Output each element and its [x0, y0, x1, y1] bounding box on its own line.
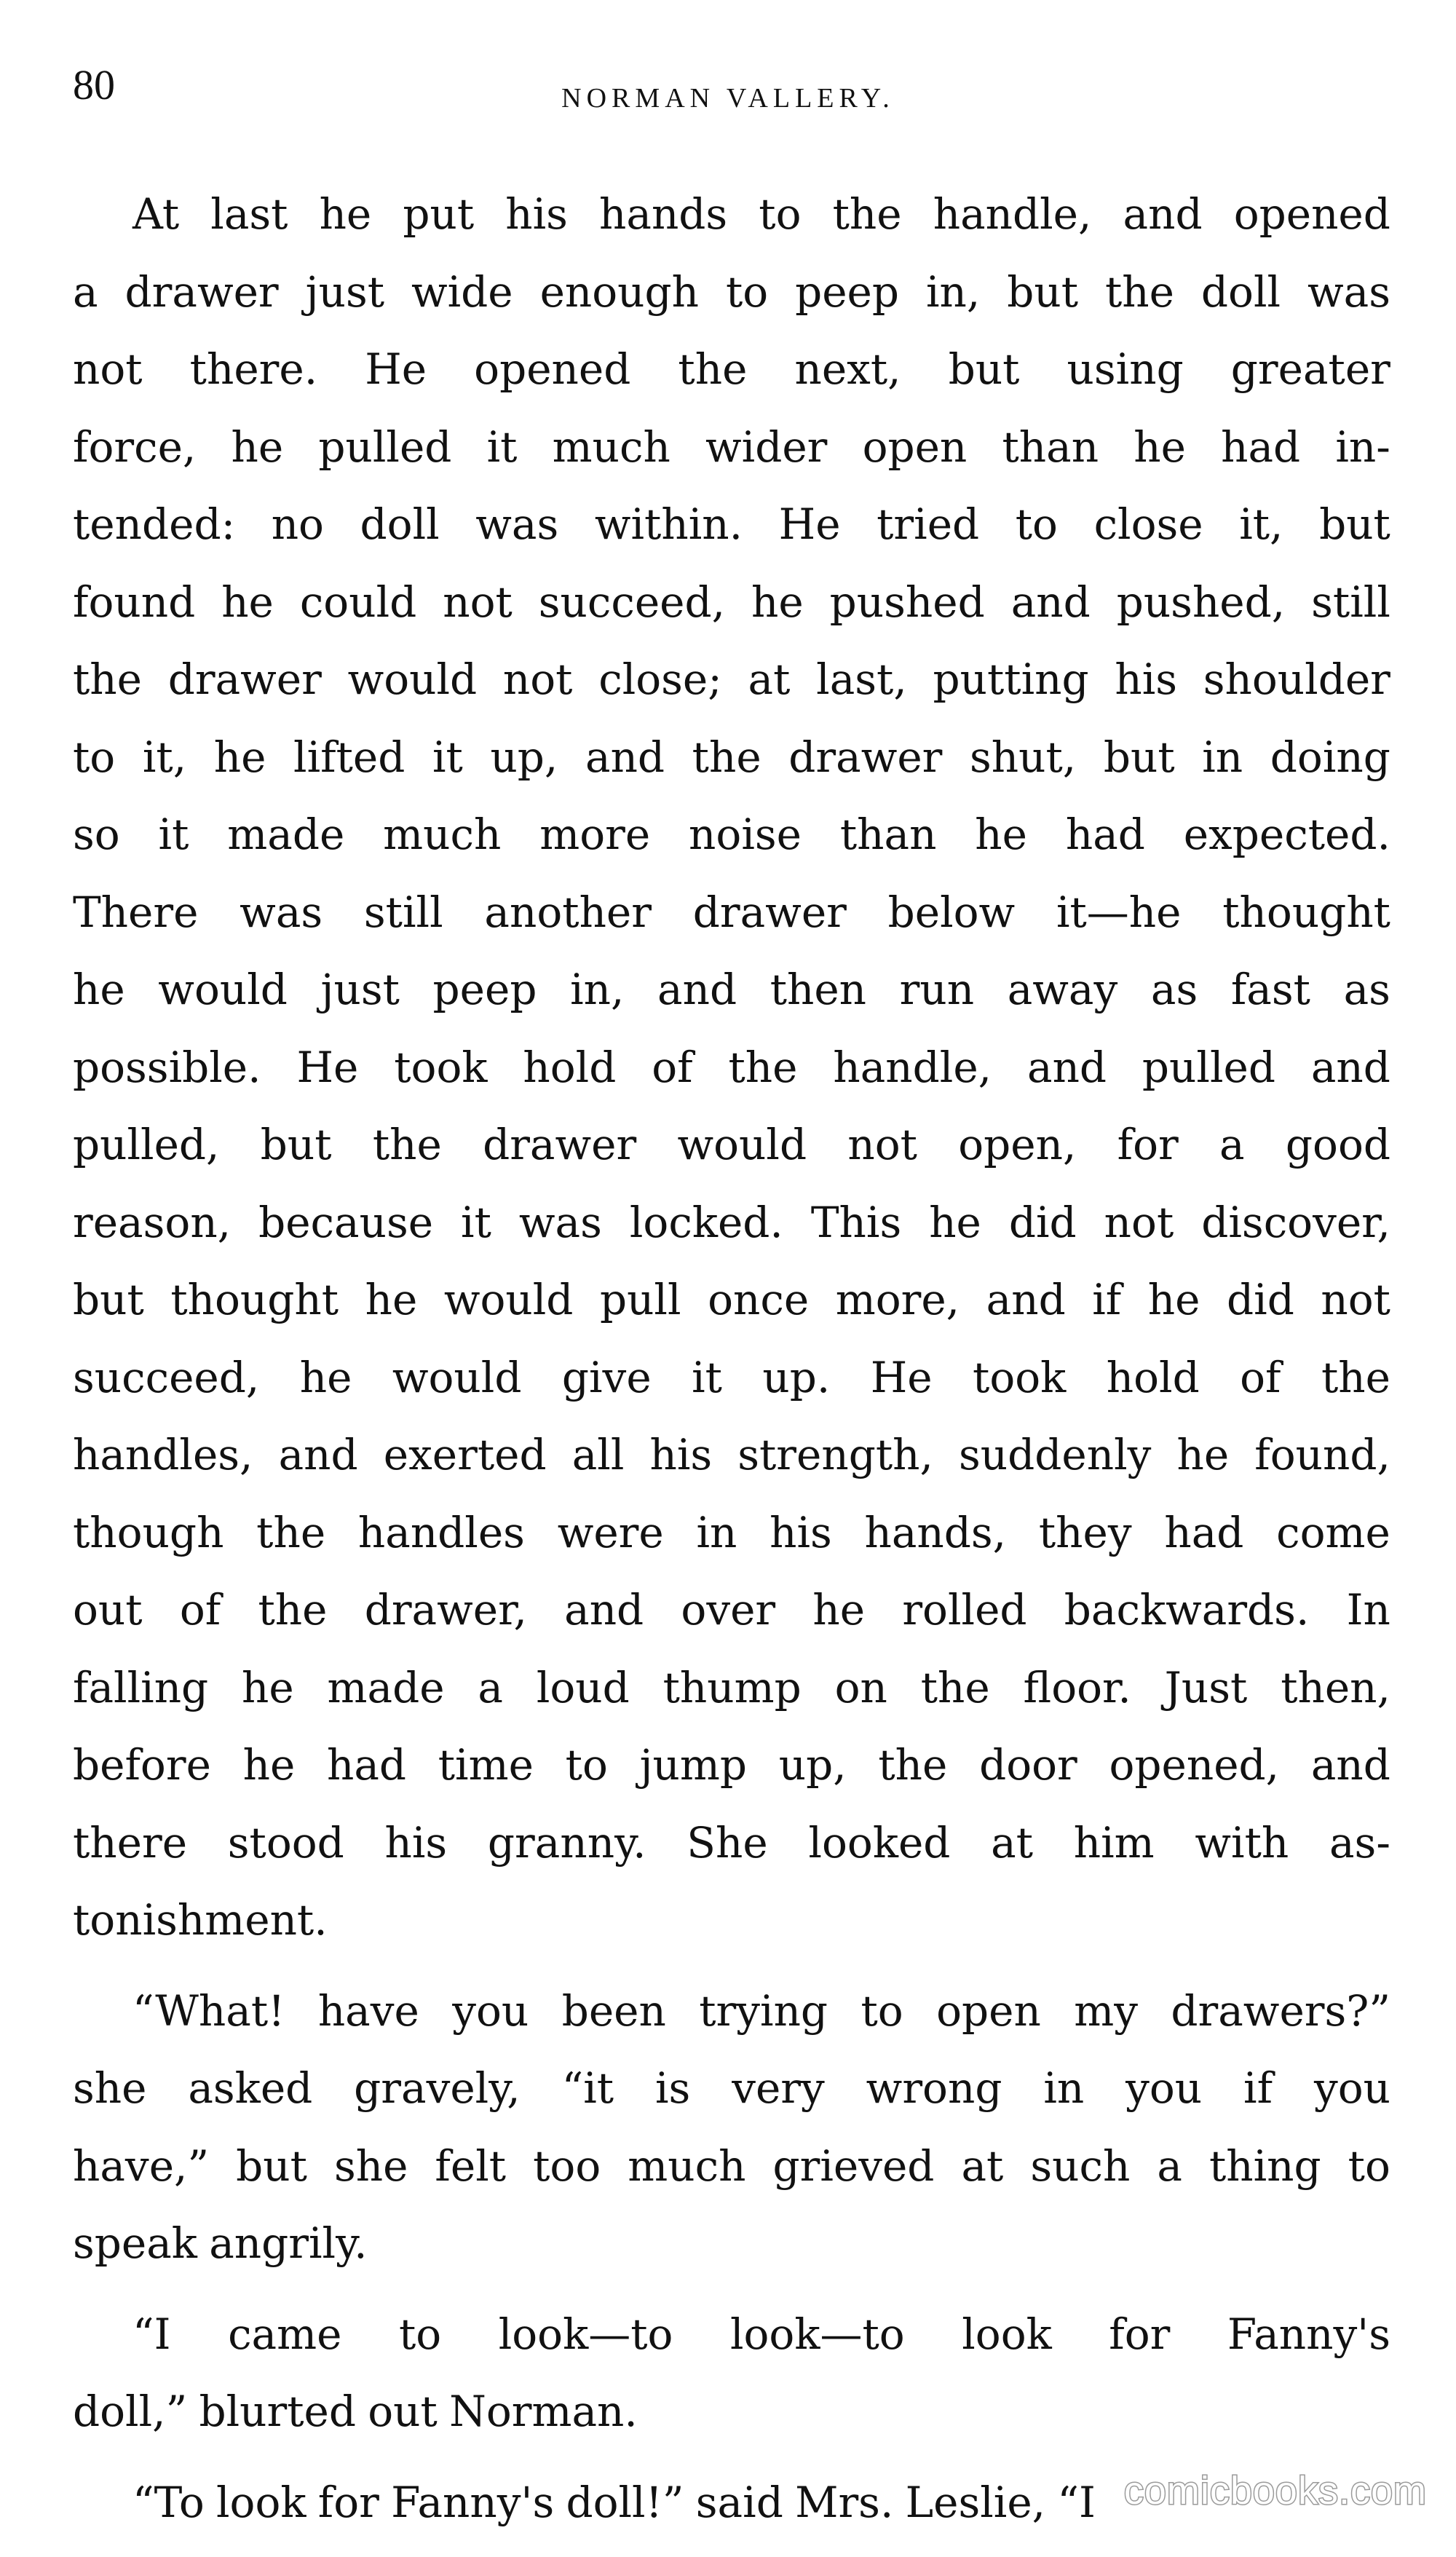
text-line: out of the drawer, and over he rolled backwards. In [73, 1585, 1390, 1635]
text-line: reason, because it was locked. This he did not discover, [73, 1197, 1390, 1247]
text-line: tended: no doll was within. He tried to close it, but [73, 499, 1390, 549]
text-line: before he had time to jump up, the door opened, and [73, 1740, 1390, 1790]
paragraph [73, 175, 1390, 1959]
text-line: pulled, but the drawer would not open, for a good [73, 1120, 1390, 1169]
paragraph [73, 1972, 1390, 2283]
page-number: 80 [73, 61, 115, 108]
text-line: “What! have you been trying to open my drawers?” [132, 1985, 1390, 2036]
text-line: doll,” blurted out Norman. [73, 2387, 638, 2436]
text-line: have,” but she felt too much grieved at such a thing to [73, 2141, 1390, 2191]
text-line: force, he pulled it much wider open than he had in- [73, 422, 1390, 472]
text-line: to it, he lifted it up, and the drawer shut, but in doing [73, 732, 1390, 782]
text-line: “I came to look—to look—to look for Fanny's [132, 2309, 1390, 2359]
text-line: succeed, he would give it up. He took hold of the [73, 1352, 1390, 1402]
running-head: NORMAN VALLERY. [561, 83, 895, 114]
text-line: but thought he would pull once more, and if he did not [73, 1275, 1390, 1324]
text-line: falling he made a loud thump on the floor. Just then, [73, 1662, 1390, 1712]
text-line: the drawer would not close; at last, putting his shoulder [73, 655, 1390, 704]
watermark: comicbooks.com [1123, 2469, 1427, 2513]
text-line: he would just peep in, and then run away as fast as [73, 965, 1390, 1014]
text-line: There was still another drawer below it—he thought [73, 887, 1390, 937]
text-line: not there. He opened the next, but using greater [73, 344, 1390, 394]
text-line: “To look for Fanny's doll!” said Mrs. Leslie, “I [132, 2477, 1096, 2527]
text-line: she asked gravely, “it is very wrong in you if you [73, 2063, 1390, 2113]
text-line: At last he put his hands to the handle, and opened [132, 189, 1390, 239]
text-line: there stood his granny. She looked at him with as- [73, 1817, 1390, 1868]
text-line: tonishment. [73, 1895, 328, 1945]
text-line: possible. He took hold of the handle, and pulled and [73, 1042, 1390, 1092]
text-line: so it made much more noise than he had expected. [73, 810, 1390, 859]
text-line: handles, and exerted all his strength, suddenly he found, [73, 1430, 1390, 1479]
text-line: though the handles were in his hands, they had come [73, 1507, 1390, 1557]
paragraph [73, 2296, 1390, 2451]
text-line: found he could not succeed, he pushed and pushed, still [73, 577, 1390, 627]
body-text [73, 175, 1390, 2554]
text-line: speak angrily. [73, 2218, 368, 2268]
text-line: a drawer just wide enough to peep in, but the doll was [73, 266, 1390, 317]
